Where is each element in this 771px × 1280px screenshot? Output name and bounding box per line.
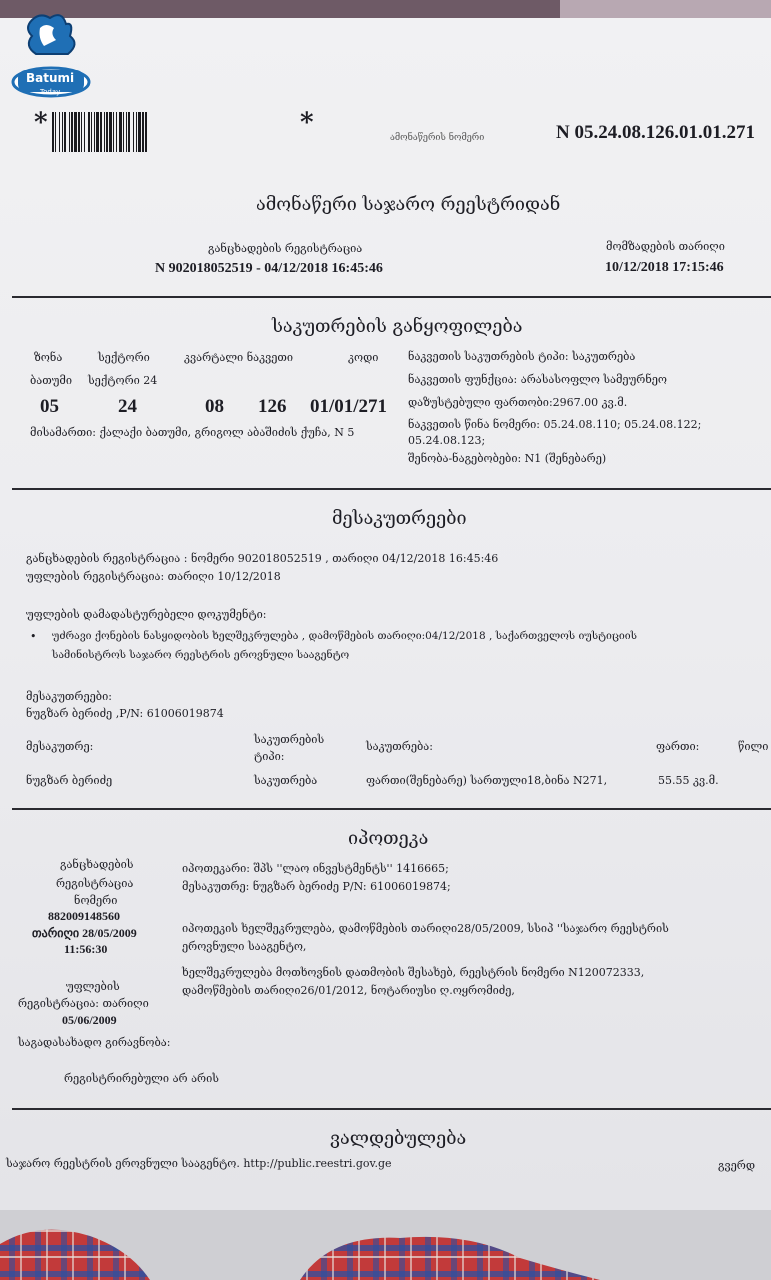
table-cell-area: 55.55 კვ.მ. <box>658 774 719 787</box>
parcel-buildings: შენობა-ნაგებობები: N1 (შენებარე) <box>408 452 607 465</box>
table-header-type: ტიპი: <box>254 750 285 763</box>
section-title-obligation: ვალდებულება <box>330 1128 467 1149</box>
col-header-sector: სექტორი <box>98 351 150 364</box>
section-title-property: საკუთრების განყოფილება <box>272 316 523 337</box>
col-header-code: კოდი <box>348 351 379 364</box>
mortgage-left-label: რეგისტრაცია <box>56 877 134 890</box>
doc-caption: ამონაწერი საჯარო რეესტრიდან <box>256 194 561 215</box>
title-document-line: სამინისტროს საჯარო რეესტრის ეროვნული სააგენტო <box>52 649 350 661</box>
table-header-owner: მესაკუთრე: <box>26 740 94 753</box>
mortgage-reg-number: 882009148560 <box>48 909 120 923</box>
divider <box>12 296 771 298</box>
prep-date-value: 10/12/2018 17:15:46 <box>605 260 724 275</box>
mortgage-left-label: უფლების <box>66 980 120 993</box>
fabric-foreground <box>0 1210 771 1280</box>
owner-name-id: ნუგზარ ბერიძე ,P/N: 61006019874 <box>26 707 224 720</box>
title-document-line: უძრავი ქონების ნასყიდობის ხელშეკრულება , დამოწმების თარიღი:04/12/2018 , საქართველოს იუსტიციის <box>52 630 638 642</box>
mortgage-right-reg-date: 05/06/2009 <box>62 1013 117 1027</box>
barcode-star-right: * <box>300 108 314 138</box>
code-sector: 24 <box>118 396 137 417</box>
col-header-zone: ზონა <box>34 351 63 364</box>
app-reg-label: განცხადების რეგისტრაცია <box>208 242 363 255</box>
sector-name: სექტორი 24 <box>88 374 158 387</box>
code-parcel: 126 <box>258 396 287 417</box>
mortgagee: იპოთეკარი: შპს ''ლაო ინვესტმენტს'' 1416665; <box>182 862 449 875</box>
table-header-area: ფართი: <box>656 740 700 753</box>
code-unit: 01/01/271 <box>310 396 388 417</box>
bullet: • <box>30 630 37 643</box>
section-title-owners: მესაკუთრეები <box>332 508 467 529</box>
owners-app-registration: განცხადების რეგისტრაცია : ნომერი 902018052519 , თარიღი 04/12/2018 16:45:46 <box>26 552 499 565</box>
table-header-share: წილი <box>738 740 769 753</box>
mortgage-assignment-cont: დამოწმების თარიღი26/01/2012, ნოტარიუსი ღ.ოყრომიძე, <box>182 984 515 997</box>
batumi-today-logo <box>10 10 92 100</box>
owners-label: მესაკუთრეები: <box>26 690 112 703</box>
divider <box>12 488 771 490</box>
parcel-previous-number: ნაკვეთის წინა ნომერი: 05.24.08.110; 05.24.08.122; <box>408 418 702 431</box>
divider <box>12 1108 771 1110</box>
mortgage-left-label: განცხადების <box>60 858 134 871</box>
tax-lien-value: რეგისტრირებული არ არის <box>64 1072 219 1085</box>
table-cell-ownership-type: საკუთრება <box>254 774 318 787</box>
table-header-ownership: საკუთრების <box>254 733 325 746</box>
parcel-ownership-type: ნაკვეთის საკუთრების ტიპი: საკუთრება <box>408 350 636 363</box>
barcode <box>52 112 300 152</box>
parcel-function: ნაკვეთის ფუნქცია: არასასოფლო სამეურნეო <box>408 373 668 386</box>
mortgage-reg-date: თარიღი 28/05/2009 <box>32 926 137 940</box>
logo-text: Batumi <box>26 71 75 85</box>
app-reg-value: N 902018052519 - 04/12/2018 16:45:46 <box>155 261 383 276</box>
mortgage-left-label: ნომერი <box>74 894 118 907</box>
logo-subtext: Today <box>40 88 61 96</box>
table-header-property: საკუთრება: <box>366 740 433 753</box>
mortgage-assignment: ხელშეკრულება მოთხოვნის დათმობის შესახებ, რეესტრის ნომერი N120072333, <box>182 966 645 979</box>
barcode-bar <box>147 112 148 152</box>
code-quarter: 08 <box>205 396 224 417</box>
mortgage-contract-cont: ეროვნული სააგენტო, <box>182 940 307 953</box>
prep-date-label: მომზადების თარიღი <box>606 240 725 253</box>
mortgage-contract: იპოთეკის ხელშეკრულება, დამოწმების თარიღი28/05/2009, სსიპ ''საჯარო რეესტრის <box>182 922 669 935</box>
table-cell-owner: ნუგზარ ბერიძე <box>26 774 113 787</box>
doc-number: N 05.24.08.126.01.01.271 <box>556 122 755 143</box>
parcel-area: დაზუსტებული ფართობი:2967.00 კვ.მ. <box>408 396 628 409</box>
doc-number-prefix: ამონაწერის ნომერი <box>390 133 485 143</box>
section-title-mortgage: იპოთეკა <box>348 828 429 849</box>
divider <box>12 808 771 810</box>
footer-agency-url: საჯარო რეესტრის ეროვნული სააგენტო. http://public.reestri.gov.ge <box>6 1157 392 1170</box>
zone-name: ბათუმი <box>30 374 72 387</box>
mortgage-left-label: რეგისტრაცია: თარიღი <box>18 997 149 1010</box>
code-zone: 05 <box>40 396 59 417</box>
barcode-star-left: * <box>34 108 48 138</box>
col-header-quarter-parcel: კვარტალი ნაკვეთი <box>184 351 294 364</box>
tax-lien-label: საგადასახადო გირავნობა: <box>18 1036 171 1049</box>
right-registration-date: უფლების რეგისტრაცია: თარიღი 10/12/2018 <box>26 570 281 583</box>
mortgage-reg-time: 11:56:30 <box>64 942 108 956</box>
title-documents-label: უფლების დამადასტურებელი დოკუმენტი: <box>26 608 267 621</box>
mortgage-owner: მესაკუთრე: ნუგზარ ბერიძე P/N: 61006019874; <box>182 880 451 893</box>
parcel-previous-number-cont: 05.24.08.123; <box>408 434 486 447</box>
table-cell-property: ფართი(შენებარე) სართული18,ბინა N271, <box>366 774 608 787</box>
footer-page-label: გვერდ <box>718 1159 756 1172</box>
property-address: მისამართი: ქალაქი ბათუმი, გრიგოლ აბაშიძის ქუჩა, N 5 <box>30 426 355 439</box>
